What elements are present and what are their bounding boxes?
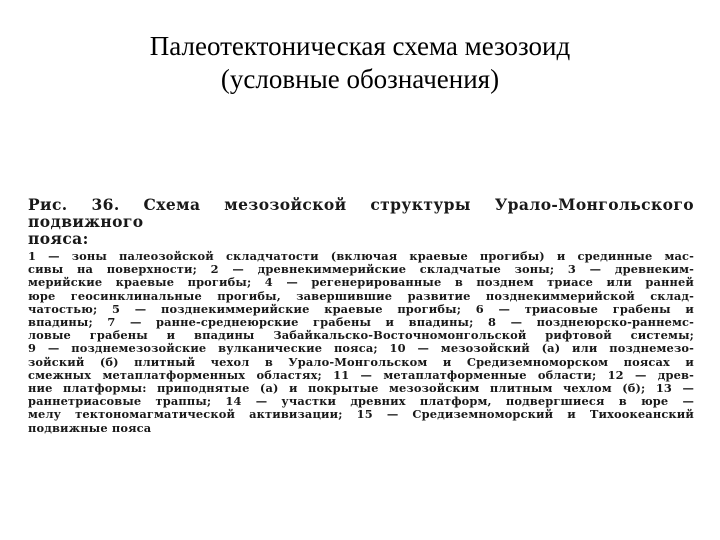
- slide-title-line-2: (условные обозначения): [220, 64, 500, 94]
- legend-line: зойский (б) плитный чехол в Урало-Монгольском и Средиземноморском поясах и: [28, 354, 694, 369]
- legend-line: подвижные пояса: [28, 420, 152, 435]
- figure-caption-heading: Рис. 36. Схема мезозойской структуры Урало-Монгольского подвижного: [28, 195, 694, 231]
- legend-line: раннетриасовые траппы; 14 — участки древних платформ, подвергшиеся в юре —: [28, 394, 694, 409]
- scanned-caption: [28, 196, 694, 435]
- legend-line: сивы на поверхности; 2 — древнекиммерийские складчатые зоны; 3 — древнеким-: [28, 262, 694, 277]
- legend-line: юре геосинклинальные прогибы, завершившие развитие позднекиммерийской склад-: [28, 288, 694, 303]
- slide-title: [0, 30, 720, 96]
- legend-text: [28, 250, 694, 435]
- slide-title-line-1: Палеотектоническая схема мезозоид: [149, 31, 571, 61]
- legend-line: смежных метаплатформенных областях; 11 — метаплатформенные области; 12 — древ-: [28, 367, 694, 382]
- legend-line: чатостью; 5 — позднекиммерийские краевые прогибы; 6 — триасовые грабены и: [28, 301, 694, 316]
- legend-line: впадины; 7 — ранне-среднеюрские грабены и впадины; 8 — позднеюрско-раннемс-: [28, 315, 694, 330]
- legend-line: мерийские краевые прогибы; 4 — регенерированные в позднем триасе или ранней: [28, 275, 694, 290]
- legend-line: 9 — позднемезозойские вулканические пояса; 10 — мезозойский (а) или позднемезо-: [28, 341, 694, 356]
- legend-line: 1 — зоны палеозойской складчатости (включая краевые прогибы) и срединные мас-: [28, 249, 694, 263]
- legend-line: ние платформы: приподнятые (а) и покрытые мезозойским плитным чехлом (б); 13 —: [28, 381, 694, 396]
- figure-caption-heading-cont: пояса:: [28, 229, 89, 248]
- legend-line: ловые грабены и впадины Забайкальско-Восточномонгольской рифтовой системы;: [28, 328, 694, 343]
- legend-line: мелу тектономагматической активизации; 15 — Средиземноморский и Тихоокеанский: [28, 407, 694, 422]
